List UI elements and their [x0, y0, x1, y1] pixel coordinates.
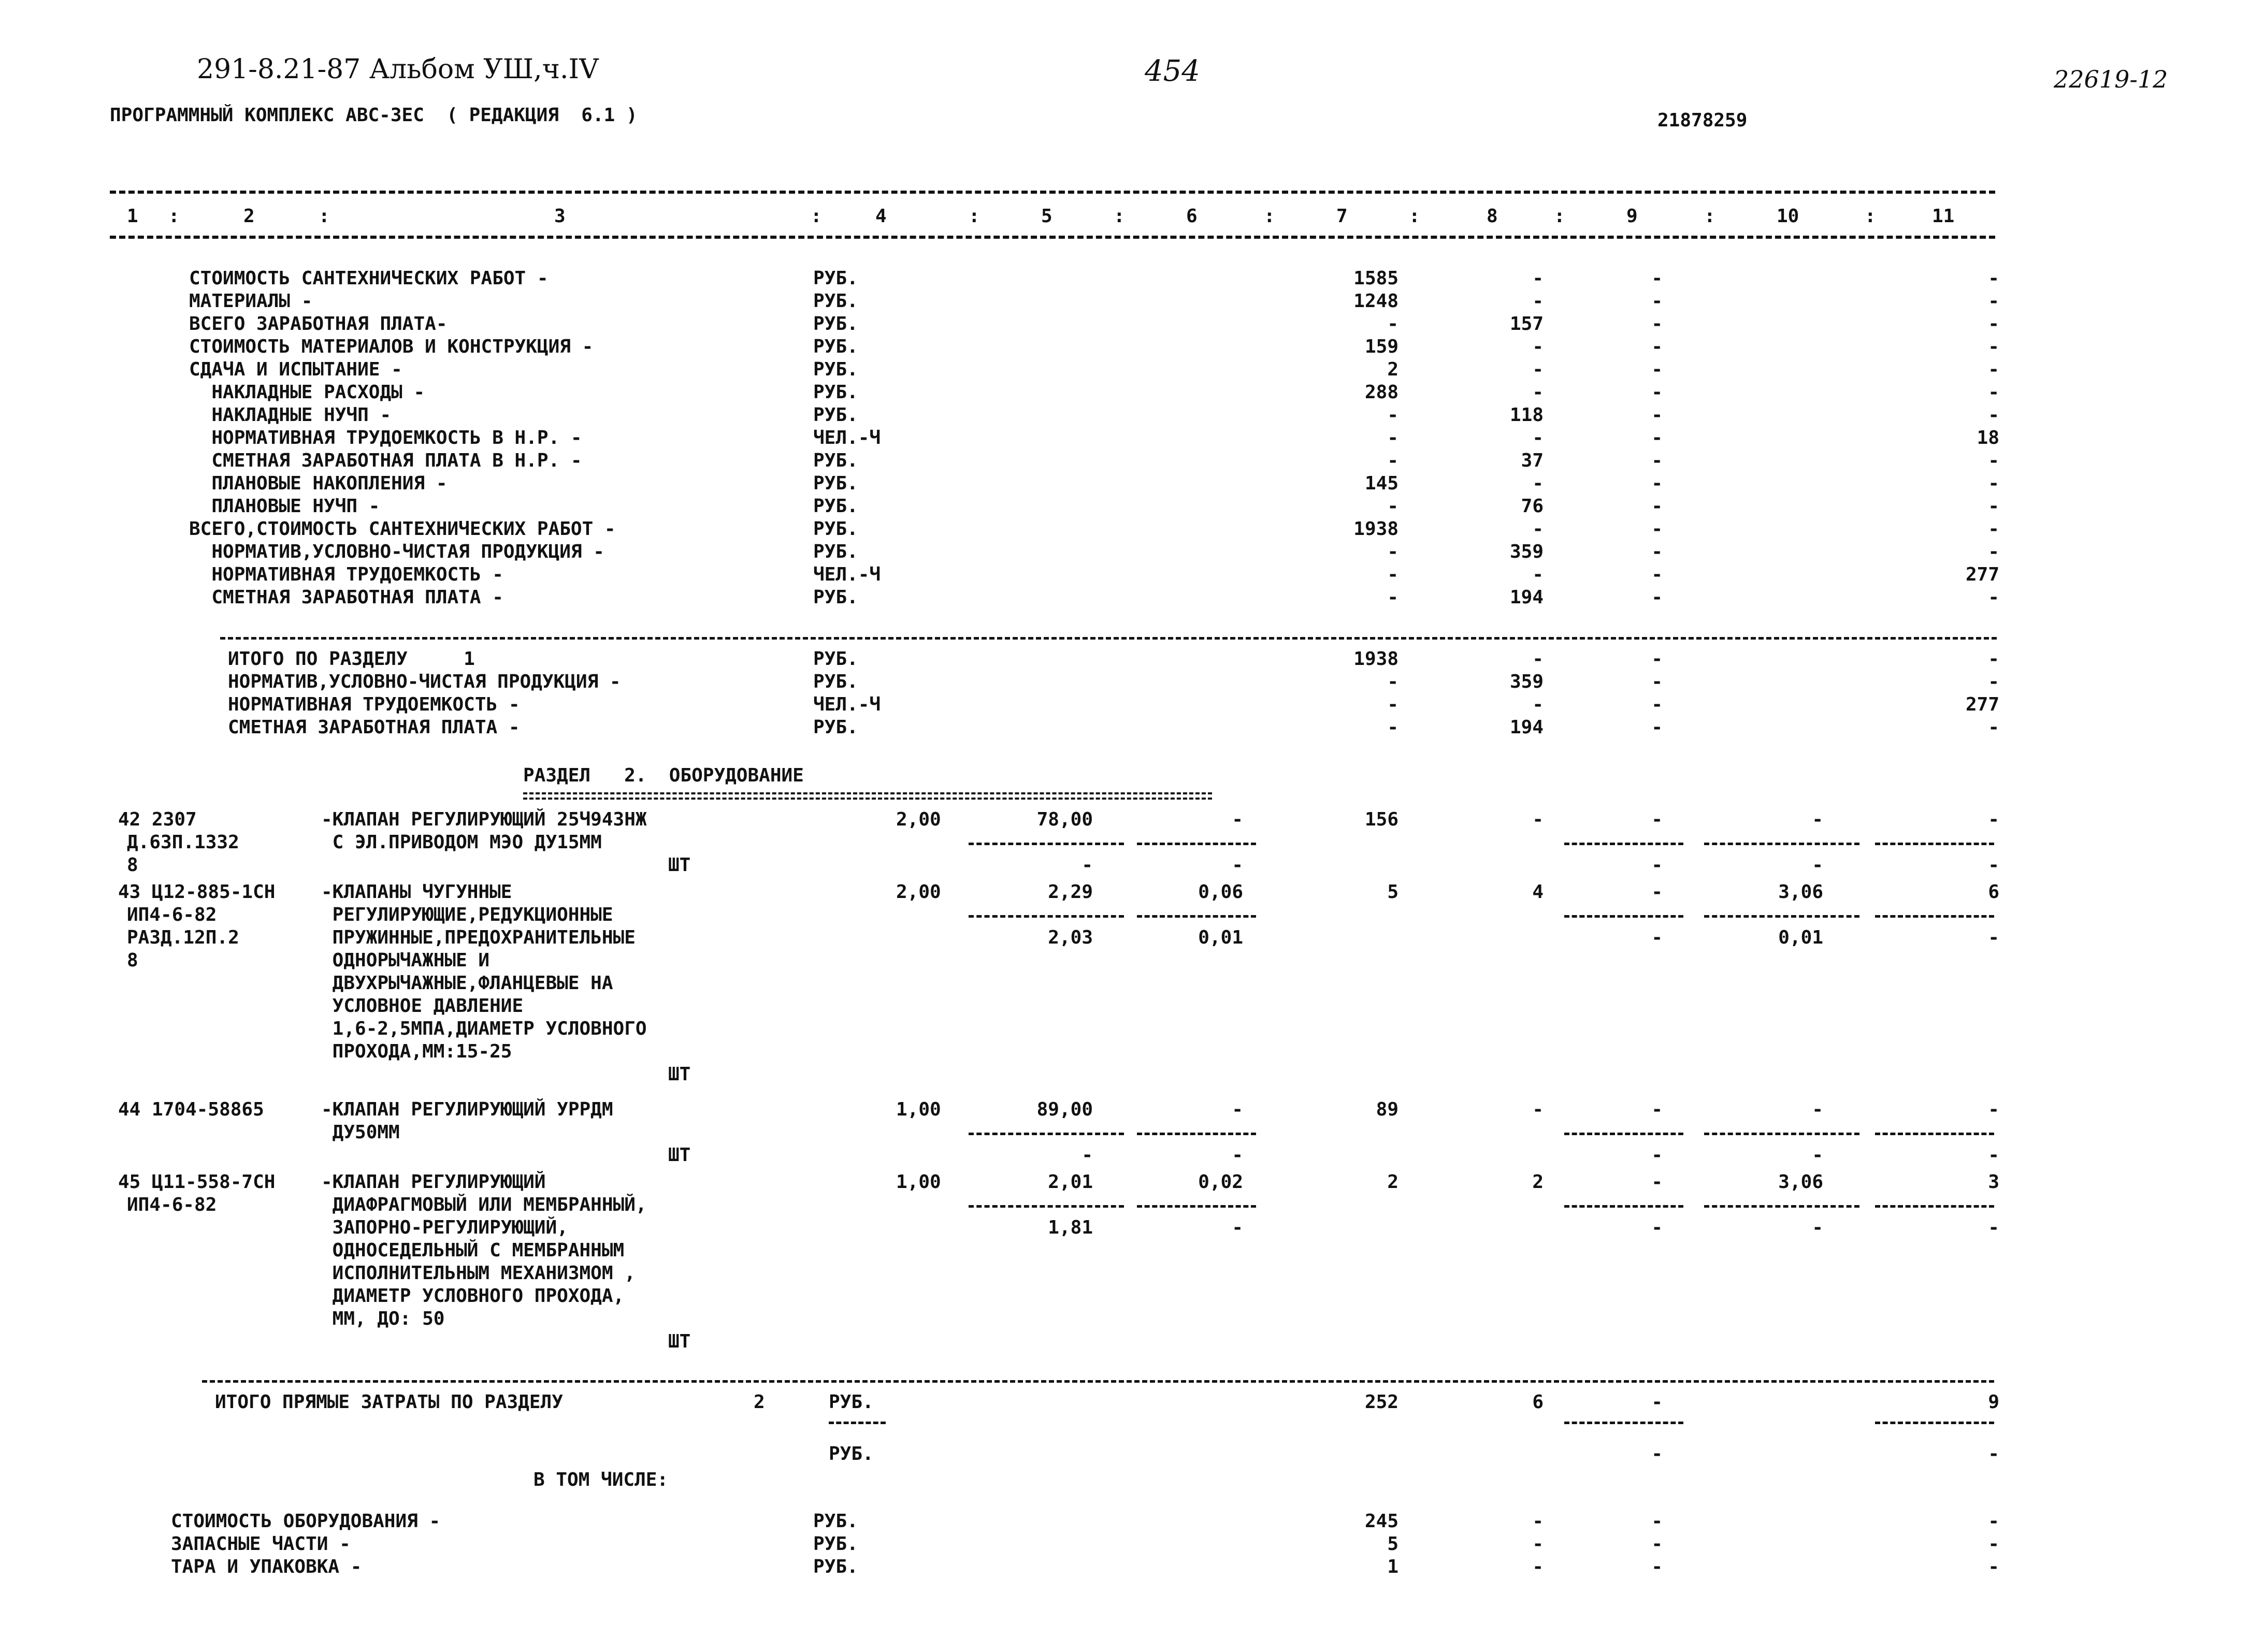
summary-row-13-col9: - [1651, 541, 1663, 562]
section1-total-row-4-col8: 194 [1509, 717, 1544, 738]
summary-row-10-unit: РУБ. [813, 473, 858, 494]
summary-row-12-label: ВСЕГО,СТОИМОСТЬ САНТЕХНИЧЕСКИХ РАБОТ - [189, 518, 616, 540]
item-44-code: 44 1704-58865 [118, 1099, 264, 1120]
item-44-col6-sub: - [1232, 1144, 1243, 1166]
item-43-col7: 5 [1387, 881, 1398, 903]
summary-row-3-col9: - [1651, 313, 1663, 335]
column-separator-7: : [1409, 206, 1420, 227]
summary-row-11-col8: 76 [1521, 496, 1544, 517]
breakdown-row-3-col9: - [1651, 1556, 1663, 1577]
item-44-col7: 89 [1376, 1099, 1398, 1120]
summary-row-8-col7: - [1387, 427, 1398, 448]
column-separator-5: : [1114, 206, 1125, 227]
column-number-7: 7 [1336, 206, 1348, 227]
item-42-unit: ШТ [668, 854, 691, 876]
item-42-col10: - [1812, 809, 1823, 830]
summary-row-7-col11: - [1988, 404, 1999, 426]
column-separator-10: : [1865, 206, 1876, 227]
summary-row-14-col9: - [1651, 564, 1663, 585]
item-43-desc-line-4: ОДНОРЫЧАЖНЫЕ И [321, 950, 490, 971]
summary-row-13-col7: - [1387, 541, 1398, 562]
summary-row-6-col7: 288 [1364, 382, 1398, 403]
section1-total-row-2-col11: - [1988, 671, 1999, 692]
item-42-col11-sub: - [1988, 854, 1999, 876]
column-separator-3: : [811, 206, 822, 227]
direct-total-unit-subrule [829, 1422, 886, 1424]
item-45-col8: 2 [1532, 1171, 1544, 1193]
breakdown-row-3-col7: 1 [1387, 1556, 1398, 1577]
breakdown-row-1-unit: РУБ. [813, 1511, 858, 1532]
summary-row-11-unit: РУБ. [813, 496, 858, 517]
item-44-col11-subrule [1875, 1133, 1994, 1135]
item-42-col5: 78,00 [1036, 809, 1093, 830]
column-number-4: 4 [875, 206, 887, 227]
item-43-col8: 4 [1532, 881, 1544, 903]
summary-row-1-col9: - [1651, 268, 1663, 289]
item-44-qty: 1,00 [896, 1099, 941, 1120]
column-number-3: 3 [554, 206, 566, 227]
direct-total-col11-sub: - [1988, 1443, 1999, 1465]
summary-row-7-col9: - [1651, 404, 1663, 426]
summary-row-13-col11: - [1988, 541, 1999, 562]
summary-row-10-col9: - [1651, 473, 1663, 494]
summary-row-5-col7: 2 [1387, 359, 1398, 380]
summary-row-9-col11: - [1988, 450, 1999, 471]
summary-row-9-unit: РУБ. [813, 450, 858, 471]
item-42-col11: - [1988, 809, 1999, 830]
section1-total-row-2-label: НОРМАТИВ,УСЛОВНО-ЧИСТАЯ ПРОДУКЦИЯ - [228, 671, 621, 692]
column-number-11: 11 [1932, 206, 1955, 227]
item-44-col5-sub: - [1081, 1144, 1093, 1166]
section1-total-row-3-col11: 277 [1965, 694, 1999, 715]
section1-total-row-3-unit: ЧЕЛ.-Ч [813, 694, 881, 715]
summary-row-14-label: НОРМАТИВНАЯ ТРУДОЕМКОСТЬ - [189, 564, 503, 585]
item-43-col10: 3,06 [1778, 881, 1823, 903]
item-45-col10-sub: - [1812, 1217, 1823, 1238]
header-top-rule [110, 191, 1995, 194]
item-45-col9: - [1651, 1171, 1663, 1193]
item-44-col6-subrule [1137, 1133, 1256, 1135]
item-43-desc-line-1: -КЛАПАНЫ ЧУГУННЫЕ [321, 881, 512, 903]
summary-row-9-col7: - [1387, 450, 1398, 471]
column-number-5: 5 [1041, 206, 1052, 227]
direct-total-col8: 6 [1532, 1392, 1544, 1413]
summary-row-1-label: СТОИМОСТЬ САНТЕХНИЧЕСКИХ РАБОТ - [189, 268, 549, 289]
item-42-code: 42 2307 [118, 809, 197, 830]
breakdown-row-3-label: ТАРА И УПАКОВКА - [171, 1556, 362, 1577]
item-43-col11: 6 [1988, 881, 1999, 903]
item-42-col11-subrule [1875, 843, 1994, 845]
section1-total-row-2-col8: 359 [1509, 671, 1544, 692]
summary-row-3-unit: РУБ. [813, 313, 858, 335]
summary-row-1-unit: РУБ. [813, 268, 858, 289]
column-number-2: 2 [243, 206, 255, 227]
summary-row-2-col9: - [1651, 291, 1663, 312]
section1-total-row-1-col8: - [1532, 648, 1544, 670]
breakdown-row-2-col9: - [1651, 1533, 1663, 1555]
section1-total-row-4-col7: - [1387, 717, 1398, 738]
item-43-code: 43 Ц12-885-1СН [118, 881, 276, 903]
summary-row-6-label: НАКЛАДНЫЕ РАСХОДЫ - [189, 382, 425, 403]
item-43-desc-line-3: ПРУЖИННЫЕ,ПРЕДОХРАНИТЕЛЬНЫЕ [321, 927, 636, 948]
item-45-col6: 0,02 [1198, 1171, 1243, 1193]
item-43-desc-line-2: РЕГУЛИРУЮЩИЕ,РЕДУКЦИОННЫЕ [321, 904, 613, 925]
breakdown-row-3-col8: - [1532, 1556, 1544, 1577]
summary-row-9-col9: - [1651, 450, 1663, 471]
item-43-col5: 2,29 [1048, 881, 1093, 903]
breakdown-row-2-col7: 5 [1387, 1533, 1398, 1555]
breakdown-row-2-unit: РУБ. [813, 1533, 858, 1555]
item-43-col10-sub: 0,01 [1778, 927, 1823, 948]
summary-row-15-col7: - [1387, 587, 1398, 608]
section1-total-row-1-col7: 1938 [1353, 648, 1398, 670]
item-43-col5-sub: 2,03 [1048, 927, 1093, 948]
item-44-unit: ШТ [668, 1144, 691, 1166]
item-43-desc-line-6: УСЛОВНОЕ ДАВЛЕНИЕ [321, 995, 524, 1017]
summary-row-14-col7: - [1387, 564, 1398, 585]
item-44-desc-line-2: ДУ50ММ [321, 1122, 400, 1143]
summary-row-3-col8: 157 [1509, 313, 1544, 335]
item-45-code: 45 Ц11-558-7СН [118, 1171, 276, 1193]
item-43-col6-sub: 0,01 [1198, 927, 1243, 948]
item-45-col10-subrule [1704, 1205, 1859, 1208]
summary-row-7-col8: 118 [1509, 404, 1544, 426]
item-43-code-line-3: 8 [127, 950, 138, 971]
item-42-col6-sub: - [1232, 854, 1243, 876]
item-45-col6-sub: - [1232, 1217, 1243, 1238]
direct-total-label: ИТОГО ПРЯМЫЕ ЗАТРАТЫ ПО РАЗДЕЛУ [215, 1392, 563, 1413]
breakdown-row-3-unit: РУБ. [813, 1556, 858, 1577]
item-43-unit: ШТ [668, 1064, 691, 1085]
summary-row-3-label: ВСЕГО ЗАРАБОТНАЯ ПЛАТА- [189, 313, 448, 335]
column-separator-1: : [168, 206, 180, 227]
item-44-col11-sub: - [1988, 1144, 1999, 1166]
summary-row-10-col7: 145 [1364, 473, 1398, 494]
direct-total-section-number: 2 [754, 1392, 765, 1413]
summary-row-2-label: МАТЕРИАЛЫ - [189, 291, 313, 312]
album-title: 291-8.21-87 Альбом УШ,ч.IV [197, 54, 599, 85]
item-45-desc-line-1: -КЛАПАН РЕГУЛИРУЮЩИЙ [321, 1171, 546, 1193]
section1-total-row-3-col8: - [1532, 694, 1544, 715]
summary-row-6-col8: - [1532, 382, 1544, 403]
summary-row-10-col11: - [1988, 473, 1999, 494]
summary-row-11-col11: - [1988, 496, 1999, 517]
summary-row-1-col7: 1585 [1353, 268, 1398, 289]
summary-row-5-label: СДАЧА И ИСПЫТАНИЕ - [189, 359, 402, 380]
summary-row-11-label: ПЛАНОВЫЕ НУЧП - [189, 496, 380, 517]
section1-total-row-1-label: ИТОГО ПО РАЗДЕЛУ 1 [228, 648, 475, 670]
breakdown-row-2-label: ЗАПАСНЫЕ ЧАСТИ - [171, 1533, 351, 1555]
section1-total-row-1-col9: - [1651, 648, 1663, 670]
item-45-desc-line-4: ОДНОСЕДЕЛЬНЫЙ С МЕМБРАННЫМ [321, 1240, 625, 1261]
item-43-col5-subrule [969, 915, 1124, 918]
summary-row-5-col11: - [1988, 359, 1999, 380]
item-43-col11-subrule [1875, 915, 1994, 918]
summary-row-1-col8: - [1532, 268, 1544, 289]
summary-row-8-col8: - [1532, 427, 1544, 448]
page-number: 454 [1145, 54, 1200, 88]
item-44-col10-sub: - [1812, 1144, 1823, 1166]
item-45-col9-sub: - [1651, 1217, 1663, 1238]
summary-row-6-col11: - [1988, 382, 1999, 403]
summary-row-15-col8: 194 [1509, 587, 1544, 608]
summary-row-2-col8: - [1532, 291, 1544, 312]
section1-total-row-2-col7: - [1387, 671, 1398, 692]
section1-total-row-4-col11: - [1988, 717, 1999, 738]
summary-row-9-col8: 37 [1521, 450, 1544, 471]
corner-code: 22619-12 [2054, 65, 2168, 93]
item-44-col10-subrule [1704, 1133, 1859, 1135]
item-45-desc-line-6: ДИАМЕТР УСЛОВНОГО ПРОХОДА, [321, 1285, 625, 1307]
summary-row-7-unit: РУБ. [813, 404, 858, 426]
item-43-desc-line-5: ДВУХРЫЧАЖНЫЕ,ФЛАНЦЕВЫЕ НА [321, 973, 613, 994]
item-43-qty: 2,00 [896, 881, 941, 903]
direct-total-col7: 252 [1364, 1392, 1398, 1413]
item-43-col9-subrule [1564, 915, 1683, 918]
item-42-col9: - [1651, 809, 1663, 830]
summary-row-2-col7: 1248 [1353, 291, 1398, 312]
summary-row-15-unit: РУБ. [813, 587, 858, 608]
summary-row-12-col8: - [1532, 518, 1544, 540]
item-43-code-line-1: ИП4-6-82 [127, 904, 217, 925]
column-separator-8: : [1554, 206, 1565, 227]
summary-row-14-col11: 277 [1965, 564, 1999, 585]
item-43-col10-subrule [1704, 915, 1859, 918]
direct-total-col11-subrule [1875, 1422, 1994, 1424]
item-43-code-line-2: РАЗД.12П.2 [127, 927, 239, 948]
summary-row-12-unit: РУБ. [813, 518, 858, 540]
summary-row-9-label: СМЕТНАЯ ЗАРАБОТНАЯ ПЛАТА В Н.Р. - [189, 450, 582, 471]
summary-row-6-unit: РУБ. [813, 382, 858, 403]
item-45-desc-line-7: ММ, ДО: 50 [321, 1308, 445, 1329]
summary-row-4-label: СТОИМОСТЬ МАТЕРИАЛОВ И КОНСТРУКЦИЯ - [189, 336, 594, 357]
section1-total-row-4-col9: - [1651, 717, 1663, 738]
section2-title: РАЗДЕЛ 2. ОБОРУДОВАНИЕ [523, 765, 804, 786]
item-45-col11-sub: - [1988, 1217, 1999, 1238]
summary-row-10-col8: - [1532, 473, 1544, 494]
item-42-col5-subrule [969, 843, 1124, 845]
item-42-col10-sub: - [1812, 854, 1823, 876]
item-43-desc-line-8: ПРОХОДА,ММ:15-25 [321, 1041, 512, 1062]
breakdown-row-1-label: СТОИМОСТЬ ОБОРУДОВАНИЯ - [171, 1511, 441, 1532]
summary-row-11-col7: - [1387, 496, 1398, 517]
summary-row-7-col7: - [1387, 404, 1398, 426]
section1-total-row-3-col9: - [1651, 694, 1663, 715]
item-45-col5-subrule [969, 1205, 1124, 1208]
summary-row-2-col11: - [1988, 291, 1999, 312]
including-heading: В ТОМ ЧИСЛЕ: [533, 1469, 669, 1490]
breakdown-row-1-col7: 245 [1364, 1511, 1398, 1532]
item-42-qty: 2,00 [896, 809, 941, 830]
section1-total-row-1-col11: - [1988, 648, 1999, 670]
summary-row-12-col11: - [1988, 518, 1999, 540]
summary-row-4-col9: - [1651, 336, 1663, 357]
summary-row-13-col8: 359 [1509, 541, 1544, 562]
breakdown-row-1-col11: - [1988, 1511, 1999, 1532]
column-separator-4: : [969, 206, 980, 227]
item-45-qty: 1,00 [896, 1171, 941, 1193]
column-separator-6: : [1264, 206, 1275, 227]
summary-row-1-col11: - [1988, 268, 1999, 289]
column-number-8: 8 [1487, 206, 1498, 227]
item-45-desc-line-5: ИСПОЛНИТЕЛЬНЫМ МЕХАНИЗМОМ , [321, 1263, 636, 1284]
header-bottom-rule [110, 236, 1995, 239]
direct-total-rule [202, 1380, 1994, 1383]
section1-total-row-4-label: СМЕТНАЯ ЗАРАБОТНАЯ ПЛАТА - [228, 717, 520, 738]
item-45-desc-line-2: ДИАФРАГМОВЫЙ ИЛИ МЕМБРАННЫЙ, [321, 1194, 647, 1215]
summary-row-5-col8: - [1532, 359, 1544, 380]
item-43-col6: 0,06 [1198, 881, 1243, 903]
direct-total-col9: - [1651, 1392, 1663, 1413]
item-45-col5: 2,01 [1048, 1171, 1093, 1193]
summary-row-4-col8: - [1532, 336, 1544, 357]
item-45-desc-line-3: ЗАПОРНО-РЕГУЛИРУЮЩИЙ, [321, 1217, 568, 1238]
item-44-col5: 89,00 [1036, 1099, 1093, 1120]
summary-row-3-col11: - [1988, 313, 1999, 335]
item-42-col5-sub: - [1081, 854, 1093, 876]
breakdown-row-2-col11: - [1988, 1533, 1999, 1555]
program-line: ПРОГРАММНЫЙ КОМПЛЕКС АВС-ЗЕС ( РЕДАКЦИЯ 6.1 ) [110, 105, 638, 126]
direct-total-unit: РУБ. [829, 1392, 874, 1413]
summary-row-7-label: НАКЛАДНЫЕ НУЧП - [189, 404, 392, 426]
item-42-col9-subrule [1564, 843, 1683, 845]
summary-row-5-col9: - [1651, 359, 1663, 380]
item-43-col9-sub: - [1651, 927, 1663, 948]
column-number-1: 1 [127, 206, 138, 227]
summary-row-4-col7: 159 [1364, 336, 1398, 357]
section1-total-row-2-col9: - [1651, 671, 1663, 692]
item-45-col11-subrule [1875, 1205, 1994, 1208]
item-42-code-line-1: Д.63П.1332 [127, 832, 239, 853]
summary-row-4-unit: РУБ. [813, 336, 858, 357]
section1-total-rule [220, 637, 1997, 640]
item-44-col9-sub: - [1651, 1144, 1663, 1166]
column-separator-2: : [319, 206, 330, 227]
item-43-desc-line-7: 1,6-2,5МПА,ДИАМЕТР УСЛОВНОГО [321, 1018, 647, 1039]
column-number-6: 6 [1186, 206, 1198, 227]
item-45-col7: 2 [1387, 1171, 1398, 1193]
column-number-9: 9 [1626, 206, 1638, 227]
item-42-col6: - [1232, 809, 1243, 830]
item-42-col6-subrule [1137, 843, 1256, 845]
item-42-col7: 156 [1364, 809, 1398, 830]
breakdown-row-1-col9: - [1651, 1511, 1663, 1532]
section1-total-row-3-col7: - [1387, 694, 1398, 715]
direct-total-col11: 9 [1988, 1392, 1999, 1413]
direct-total-col9-sub: - [1651, 1443, 1663, 1465]
item-42-desc-line-1: -КЛАПАН РЕГУЛИРУЮЩИЙ 25Ч943НЖ [321, 809, 647, 830]
section1-total-row-3-label: НОРМАТИВНАЯ ТРУДОЕМКОСТЬ - [228, 694, 520, 715]
summary-row-13-unit: РУБ. [813, 541, 858, 562]
summary-row-12-col9: - [1651, 518, 1663, 540]
item-45-col11: 3 [1988, 1171, 1999, 1193]
breakdown-row-2-col8: - [1532, 1533, 1544, 1555]
item-43-col11-sub: - [1988, 927, 1999, 948]
item-44-col6: - [1232, 1099, 1243, 1120]
item-42-col10-subrule [1704, 843, 1859, 845]
section1-total-row-1-unit: РУБ. [813, 648, 858, 670]
breakdown-row-3-col11: - [1988, 1556, 1999, 1577]
item-45-code-line-1: ИП4-6-82 [127, 1194, 217, 1215]
summary-row-15-label: СМЕТНАЯ ЗАРАБОТНАЯ ПЛАТА - [189, 587, 503, 608]
breakdown-row-1-col8: - [1532, 1511, 1544, 1532]
column-number-10: 10 [1777, 206, 1799, 227]
item-44-col5-subrule [969, 1133, 1124, 1135]
direct-total-unit-sub: РУБ. [829, 1443, 874, 1465]
summary-row-12-col7: 1938 [1353, 518, 1398, 540]
item-44-col10: - [1812, 1099, 1823, 1120]
document-number: 21878259 [1657, 110, 1748, 131]
item-44-col8: - [1532, 1099, 1544, 1120]
column-separator-9: : [1704, 206, 1715, 227]
summary-row-2-unit: РУБ. [813, 291, 858, 312]
summary-row-14-col8: - [1532, 564, 1544, 585]
item-43-col6-subrule [1137, 915, 1256, 918]
item-45-unit: ШТ [668, 1331, 691, 1352]
summary-row-4-col11: - [1988, 336, 1999, 357]
section1-total-row-4-unit: РУБ. [813, 717, 858, 738]
item-42-code-line-2: 8 [127, 854, 138, 876]
section1-total-row-2-unit: РУБ. [813, 671, 858, 692]
summary-row-3-col7: - [1387, 313, 1398, 335]
item-42-col8: - [1532, 809, 1544, 830]
item-45-col6-subrule [1137, 1205, 1256, 1208]
item-45-col9-subrule [1564, 1205, 1683, 1208]
summary-row-11-col9: - [1651, 496, 1663, 517]
summary-row-14-unit: ЧЕЛ.-Ч [813, 564, 881, 585]
summary-row-8-unit: ЧЕЛ.-Ч [813, 427, 881, 448]
summary-row-8-col9: - [1651, 427, 1663, 448]
direct-total-col9-subrule [1564, 1422, 1683, 1424]
item-44-col9: - [1651, 1099, 1663, 1120]
summary-row-15-col11: - [1988, 587, 1999, 608]
item-45-col10: 3,06 [1778, 1171, 1823, 1193]
item-44-desc-line-1: -КЛАПАН РЕГУЛИРУЮЩИЙ УРРДМ [321, 1099, 613, 1120]
item-42-desc-line-2: С ЭЛ.ПРИВОДОМ МЭО ДУ15ММ [321, 832, 602, 853]
summary-row-5-unit: РУБ. [813, 359, 858, 380]
summary-row-8-col11: 18 [1977, 427, 1999, 448]
summary-row-6-col9: - [1651, 382, 1663, 403]
item-45-col5-sub: 1,81 [1048, 1217, 1093, 1238]
summary-row-10-label: ПЛАНОВЫЕ НАКОПЛЕНИЯ - [189, 473, 448, 494]
item-44-col11: - [1988, 1099, 1999, 1120]
summary-row-13-label: НОРМАТИВ,УСЛОВНО-ЧИСТАЯ ПРОДУКЦИЯ - [189, 541, 604, 562]
section2-title-underline [523, 792, 1212, 800]
summary-row-8-label: НОРМАТИВНАЯ ТРУДОЕМКОСТЬ В Н.Р. - [189, 427, 582, 448]
item-42-col9-sub: - [1651, 854, 1663, 876]
item-44-col9-subrule [1564, 1133, 1683, 1135]
item-43-col9: - [1651, 881, 1663, 903]
summary-row-15-col9: - [1651, 587, 1663, 608]
